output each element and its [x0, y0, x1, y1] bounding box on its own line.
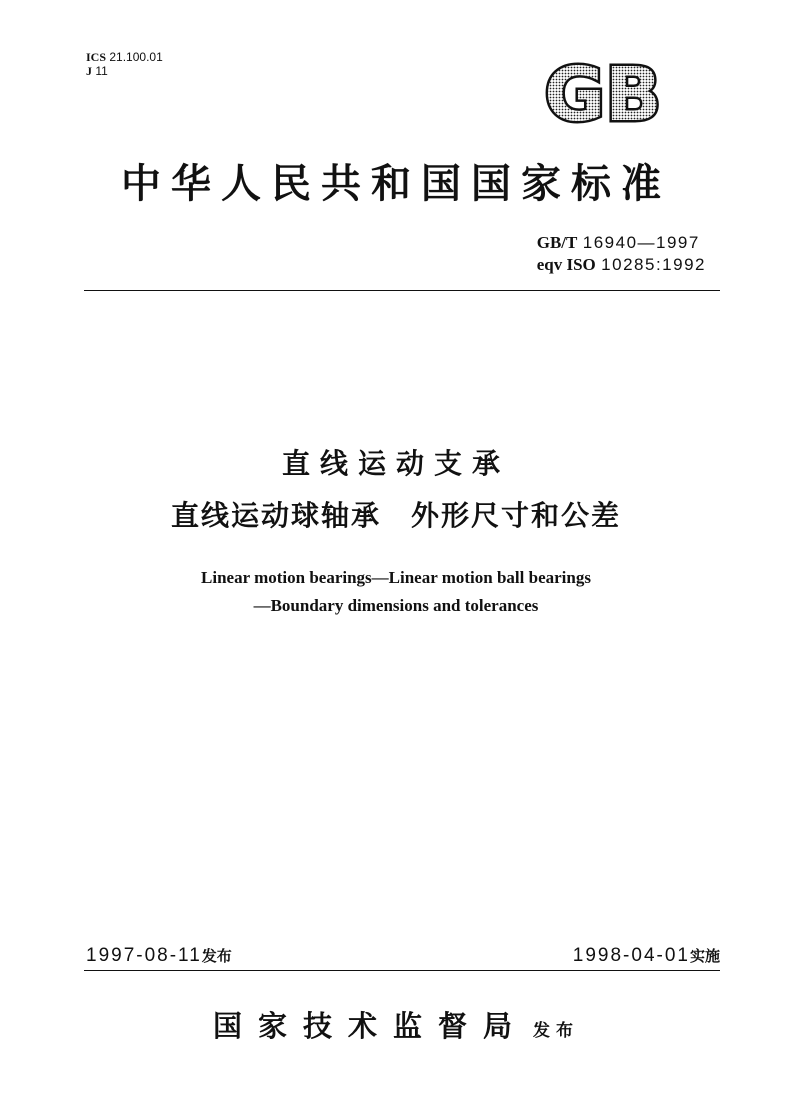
implementation-date-suffix: 实施 [689, 947, 720, 965]
issuer-name: 国家技术监督局 [212, 1009, 528, 1043]
chinese-title-line1: 直线运动支承 [281, 447, 510, 480]
issue-date-suffix: 发布 [201, 947, 232, 965]
english-title-line1: Linear motion bearings—Linear motion ball bearings [201, 568, 591, 587]
header-divider [84, 290, 720, 291]
issuer-suffix: 发布 [533, 1021, 580, 1041]
issuing-authority [0, 1004, 792, 1045]
issue-date-value: 1997-08-11 [86, 945, 202, 966]
ccs-label: J [86, 64, 92, 78]
eqv-number-line [537, 254, 706, 276]
national-standard-title: 中华人民共和国国家标准 [121, 160, 671, 207]
gb-prefix: GB/T [536, 233, 578, 252]
gb-logo-text: GB [544, 60, 662, 128]
implementation-date-value: 1998-04-01 [572, 945, 690, 966]
classification-codes [86, 50, 163, 78]
english-title [0, 564, 792, 620]
ics-label: ICS [86, 50, 107, 64]
eqv-number: 10285:1992 [601, 255, 706, 274]
ccs-code: 11 [95, 64, 108, 78]
standard-numbers [537, 232, 706, 276]
english-title-line2: —Boundary dimensions and tolerances [253, 596, 539, 615]
ics-line [86, 50, 163, 64]
gb-number: 16940—1997 [582, 233, 700, 252]
ics-code: 21.100.01 [109, 50, 163, 64]
chinese-title-line2: 直线运动球轴承 外形尺寸和公差 [170, 499, 621, 532]
gb-number-line [537, 232, 706, 254]
implementation-date [573, 945, 720, 967]
eqv-prefix: eqv ISO [536, 255, 596, 274]
issue-date [86, 945, 232, 967]
gb-logo [528, 60, 678, 128]
footer-divider [84, 970, 720, 971]
ccs-line [86, 64, 163, 78]
